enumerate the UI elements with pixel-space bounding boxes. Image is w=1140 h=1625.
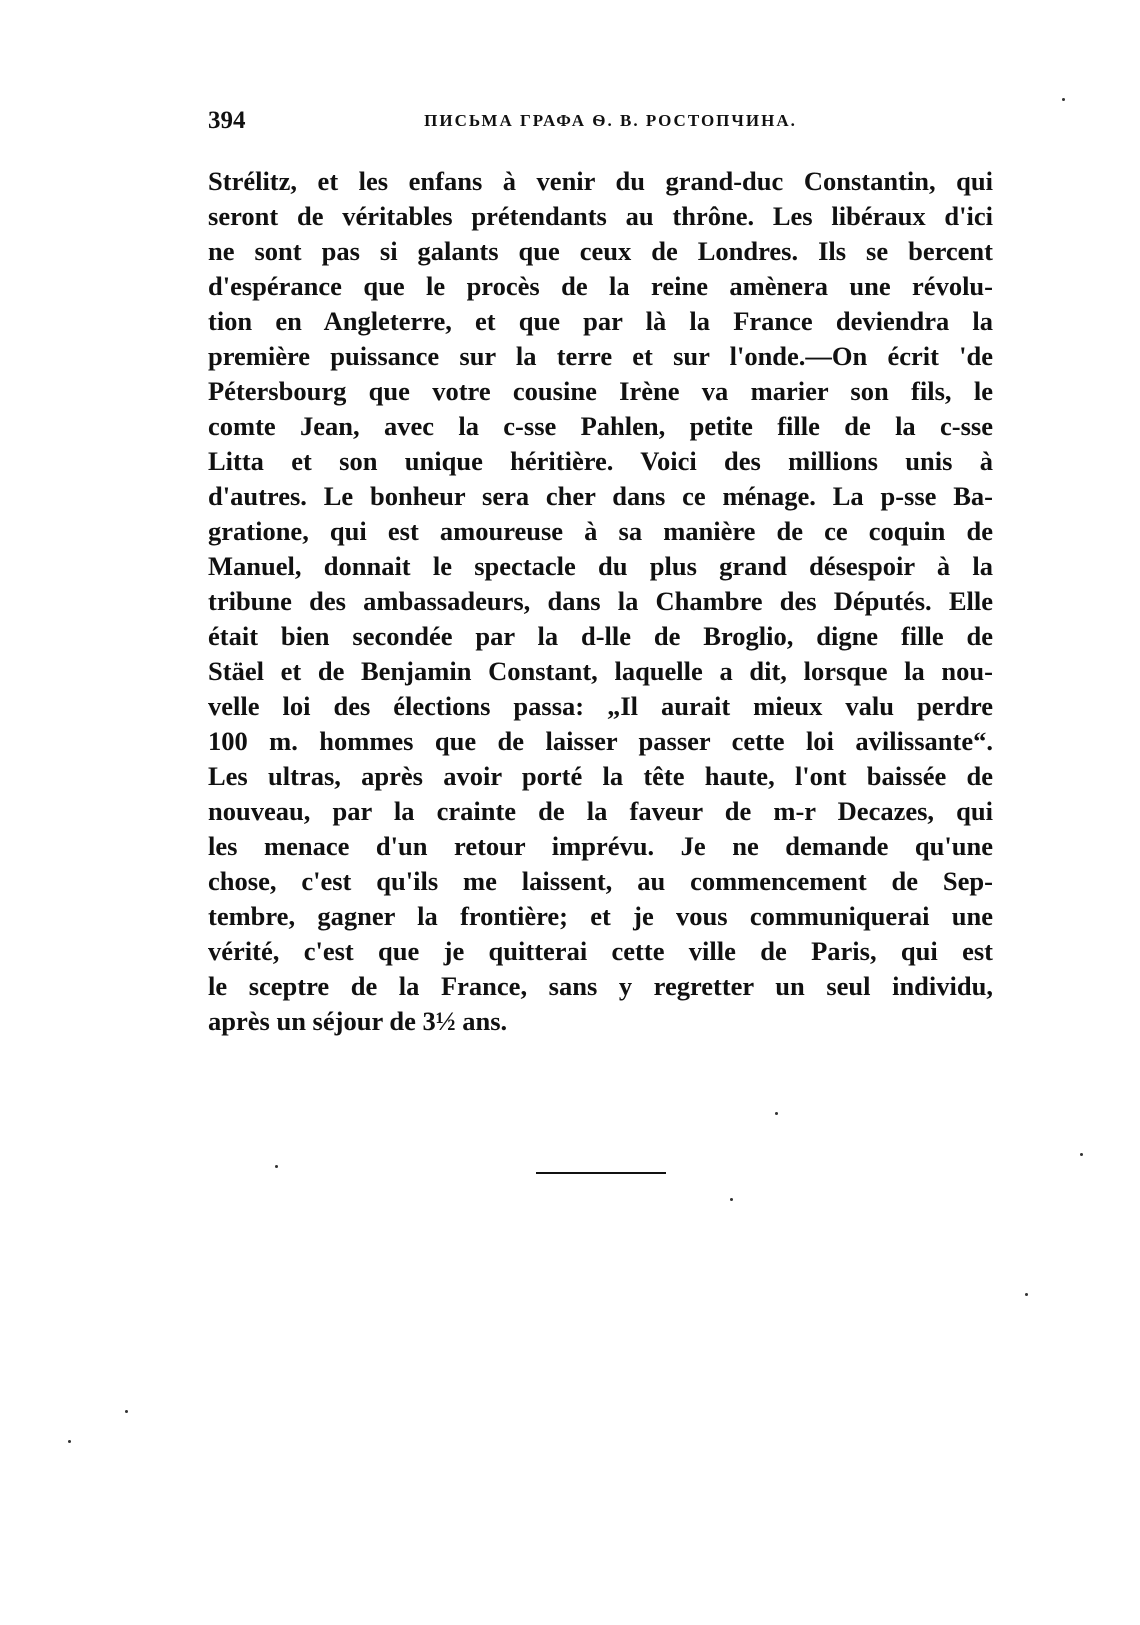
text-line: Manuel, donnait le spectacle du plus grand désespoir à la: [208, 551, 993, 581]
text-line: Les ultras, après avoir porté la tête haute, l'ont baissée de: [208, 761, 993, 791]
print-speck: [1062, 98, 1065, 101]
print-speck: [1080, 1153, 1083, 1156]
text-line: comte Jean, avec la c-sse Pahlen, petite fille de la c-sse: [208, 411, 993, 441]
print-speck: [1025, 1293, 1028, 1296]
text-line: vérité, c'est que je quitterai cette ville de Paris, qui est: [208, 936, 993, 966]
text-line: était bien secondée par la d-lle de Broglio, digne fille de: [208, 621, 993, 651]
text-line: Pétersbourg que votre cousine Irène va marier son fils, le: [208, 376, 993, 406]
text-line: chose, c'est qu'ils me laissent, au commencement de Sep-: [208, 866, 993, 896]
text-line: tribune des ambassadeurs, dans la Chambre des Députés. Elle: [208, 586, 993, 616]
text-line: tembre, gagner la frontière; et je vous communiquerai une: [208, 901, 993, 931]
text-line: Strélitz, et les enfans à venir du grand-duc Constantin, qui: [208, 166, 993, 196]
print-speck: [775, 1112, 778, 1115]
text-line: seront de véritables prétendants au thrône. Les libéraux d'ici: [208, 201, 993, 231]
text-line: 100 m. hommes que de laisser passer cette loi avilissante“.: [208, 726, 993, 756]
text-line: d'autres. Le bonheur sera cher dans ce ménage. La p-sse Ba-: [208, 481, 993, 511]
print-speck: [68, 1440, 71, 1443]
text-line: les menace d'un retour imprévu. Je ne demande qu'une: [208, 831, 993, 861]
page-header: [208, 104, 993, 138]
text-line: velle loi des élections passa: „Il aurait mieux valu perdre: [208, 691, 993, 721]
print-speck: [730, 1198, 733, 1201]
print-speck: [125, 1410, 128, 1413]
text-line: gratione, qui est amoureuse à sa manière de ce coquin de: [208, 516, 993, 546]
text-line: nouveau, par la crainte de la faveur de m-r Decazes, qui: [208, 796, 993, 826]
text-line: le sceptre de la France, sans y regretter un seul individu,: [208, 971, 993, 1001]
body-paragraph: [208, 164, 993, 1039]
print-speck: [275, 1165, 278, 1168]
page-number: 394: [208, 107, 246, 134]
running-title: ПИСЬМА ГРАФА Ѳ. В. РОСТОПЧИНА.: [424, 111, 797, 130]
text-line: tion en Angleterre, et que par là la France deviendra la: [208, 306, 993, 336]
text-line: Litta et son unique héritière. Voici des millions unis à: [208, 446, 993, 476]
text-line: première puissance sur la terre et sur l'onde.—On écrit 'de: [208, 341, 993, 371]
text-line: ne sont pas si galants que ceux de Londres. Ils se bercent: [208, 236, 993, 266]
text-line: d'espérance que le procès de la reine amènera une révolu-: [208, 271, 993, 301]
text-line: Stäel et de Benjamin Constant, laquelle a dit, lorsque la nou-: [208, 656, 993, 686]
text-line: après un séjour de 3½ ans.: [208, 1006, 508, 1036]
section-end-rule: [536, 1172, 666, 1174]
